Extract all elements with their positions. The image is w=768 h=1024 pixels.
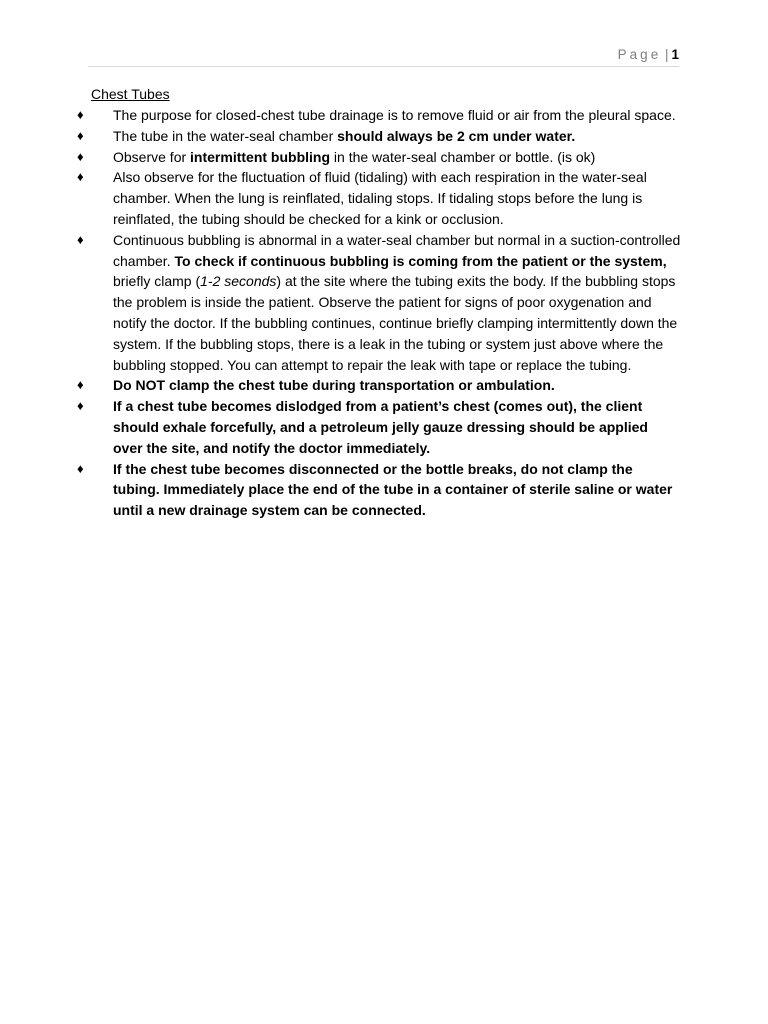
list-item-text: Observe for xyxy=(113,148,191,165)
list-item-text: Continuous bubbling is abnormal in a water-seal chamber but normal in a suction-controlled chamber. xyxy=(113,231,681,269)
list-item-text: The purpose for closed-chest tube drainage is to remove fluid or air from the pleural space. xyxy=(113,107,676,123)
diamond-bullet-icon: ♦ xyxy=(77,377,84,393)
list-item-text: The tube in the water-seal chamber xyxy=(113,127,338,144)
page-separator: | xyxy=(664,47,669,62)
list-item-text: intermittent bubbling xyxy=(190,148,331,165)
list-item xyxy=(0,167,681,229)
list-item xyxy=(0,105,681,126)
list-item-text: briefly clamp ( xyxy=(113,273,201,290)
list-item xyxy=(0,126,681,147)
list-item-text: Also observe for the fluctuation of fluid (tidaling) with each respiration in the water-seal chamber. When the lung is reinflated, tidaling stops. If tidaling stops before the lung is reinflated, the tubing should be checked for a kink or occlusion. xyxy=(113,169,647,227)
list-item xyxy=(0,459,681,521)
diamond-bullet-icon: ♦ xyxy=(77,169,84,185)
page-number-label xyxy=(618,47,679,62)
list-item-text: ) at the site where the tubing exits the body. If the bubbling stops the problem is inside the patient. Observe the patient for signs of poor oxygenation and notify the doctor. If the bubbling continues, continue briefly clamping intermittently down the system. If the bubbling stops, there is a leak in the tubing or system just above where the bubbling stopped. You can attempt to repair the leak with tape or replace the tubing. xyxy=(113,273,678,373)
list-item xyxy=(0,230,681,376)
list-item-text: To check if continuous bubbling is coming from the patient or the system, xyxy=(174,252,667,269)
list-item-text: in the water-seal chamber or bottle. (is ok) xyxy=(330,148,596,165)
list-item-text: should always be 2 cm under water. xyxy=(337,127,576,144)
list-item-text: Do NOT clamp the chest tube during transportation or ambulation. xyxy=(113,377,555,394)
diamond-bullet-icon: ♦ xyxy=(77,127,84,143)
diamond-bullet-icon: ♦ xyxy=(77,107,84,122)
diamond-bullet-icon: ♦ xyxy=(77,460,84,476)
page-header xyxy=(88,44,679,67)
diamond-bullet-icon: ♦ xyxy=(77,231,84,247)
list-item-text: If a chest tube becomes dislodged from a patient’s chest (comes out), the client should exhale forcefully, and a petroleum jelly gauze dressing should be applied over the site, and notify the doctor immediately. xyxy=(113,398,648,456)
list-item xyxy=(0,396,681,458)
list-item xyxy=(0,375,681,396)
page-word: Page xyxy=(617,47,662,62)
diamond-bullet-icon: ♦ xyxy=(77,398,84,414)
document-title: Chest Tubes xyxy=(91,86,170,102)
bullet-list xyxy=(0,105,768,521)
diamond-bullet-icon: ♦ xyxy=(77,148,84,164)
list-item-text: If the chest tube becomes disconnected or the bottle breaks, do not clamp the tubing. Immediately place the end of the tube in a container of sterile saline or water until a new drainage system can be connected. xyxy=(113,460,673,519)
list-item-text: 1-2 seconds xyxy=(200,273,277,290)
list-item xyxy=(0,147,681,168)
page-number: 1 xyxy=(671,47,679,62)
